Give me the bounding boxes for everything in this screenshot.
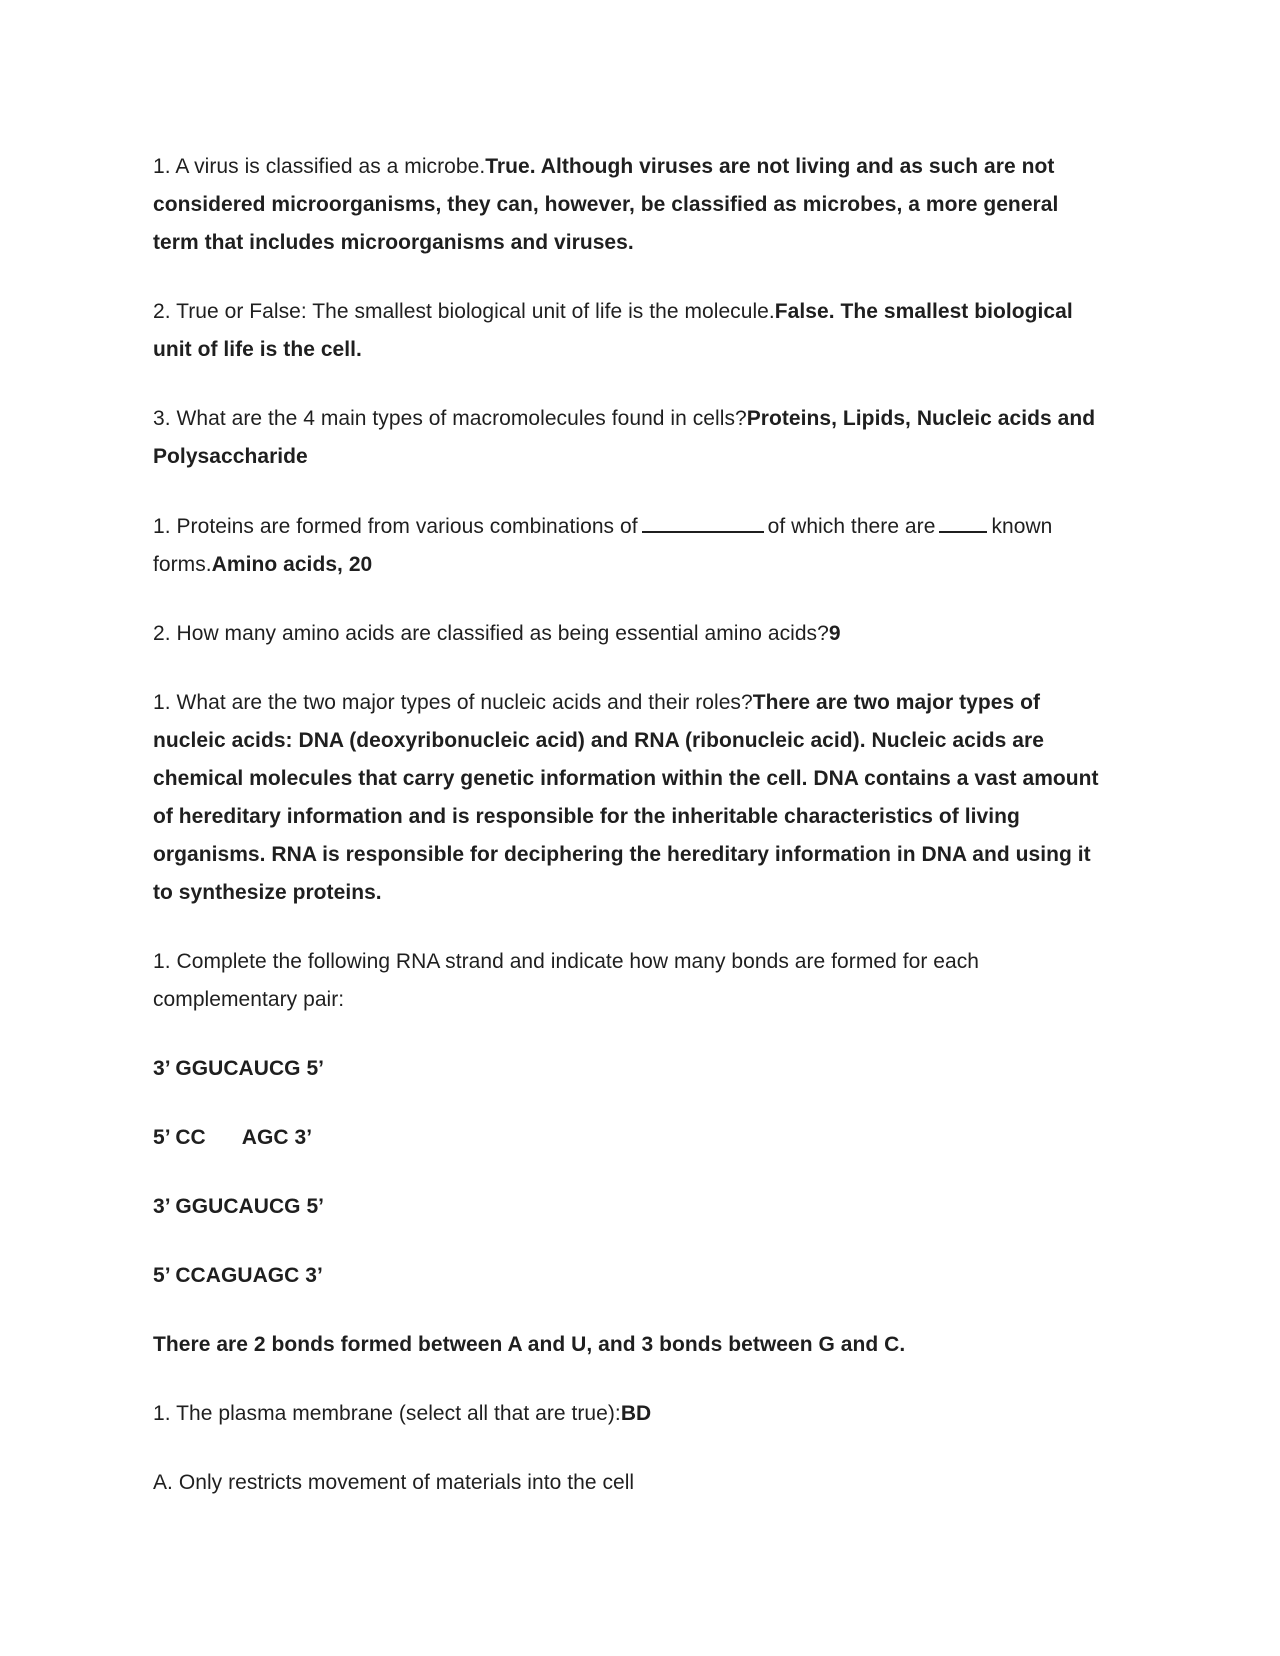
question-text-part2: of which there are <box>767 515 936 538</box>
question-text: 1. What are the two major types of nucleic acids and their roles? <box>153 691 753 714</box>
bonds-answer: There are 2 bonds formed between A and U, and 3 bonds between G and C. <box>153 1333 906 1356</box>
question-text: 3. What are the 4 main types of macromolecules found in cells? <box>153 407 747 430</box>
question-text: 1. The plasma membrane (select all that are true): <box>153 1402 621 1425</box>
question-text: 2. How many amino acids are classified as being essential amino acids? <box>153 622 829 645</box>
option-a: A. Only restricts movement of materials into the cell <box>153 1471 635 1494</box>
document-page <box>153 148 1108 1533</box>
question-text: 2. True or False: The smallest biological unit of life is the molecule. <box>153 300 775 323</box>
question-text: 1. Complete the following RNA strand and indicate how many bonds are formed for each complementary pair: <box>153 950 979 1011</box>
item-macromolecules <box>153 400 1108 476</box>
answer-text: 9 <box>828 622 841 645</box>
fill-in-blank-long <box>642 507 764 533</box>
question-text: 1. A virus is classified as a microbe. <box>153 155 486 178</box>
item-essential-amino-acids <box>153 615 1108 653</box>
question-text-part1: 1. Proteins are formed from various combinations of <box>153 515 638 538</box>
strand-line-4: 5’ CCAGUAGC 3’ <box>153 1264 323 1287</box>
item-rna-strand <box>153 943 1108 1019</box>
fill-in-blank-short <box>939 507 987 533</box>
item-plasma-membrane <box>153 1395 1108 1433</box>
item-virus-microbe <box>153 148 1108 262</box>
answer-text: Proteins, Lipids, Nucleic acids and Polysaccharide <box>153 407 1096 468</box>
question-text-part3: known forms. <box>153 515 1053 576</box>
strand-line-1: 3’ GGUCAUCG 5’ <box>153 1057 325 1080</box>
answer-text: There are two major types of nucleic acids: DNA (deoxyribonucleic acid) and RNA (ribonucleic acid). Nucleic acids are chemical molecules that carry genetic information within the cell. DNA contains a vast amount of hereditary information and is responsible for the inheritable characteristics of living organisms. RNA is responsible for deciphering the hereditary information in DNA and using it to synthesize proteins. <box>153 691 1099 904</box>
answer-text: BD <box>620 1402 652 1425</box>
item-nucleic-acids <box>153 684 1108 912</box>
item-proteins-blanks <box>153 507 1108 584</box>
answer-text: Amino acids, 20 <box>211 553 373 576</box>
answer-text: True. Although viruses are not living and as such are not considered microorganisms, they can, however, be classified as microbes, a more general term that includes microorganisms and viruses. <box>153 155 1059 254</box>
strand-line-2-left: 5’ CC <box>153 1126 206 1149</box>
answer-text: False. The smallest biological unit of life is the cell. <box>153 300 1073 361</box>
strand-line-2-right: AGC 3’ <box>241 1126 313 1149</box>
item-smallest-unit <box>153 293 1108 369</box>
strand-line-2 <box>153 1119 1108 1157</box>
strand-line-3: 3’ GGUCAUCG 5’ <box>153 1195 325 1218</box>
